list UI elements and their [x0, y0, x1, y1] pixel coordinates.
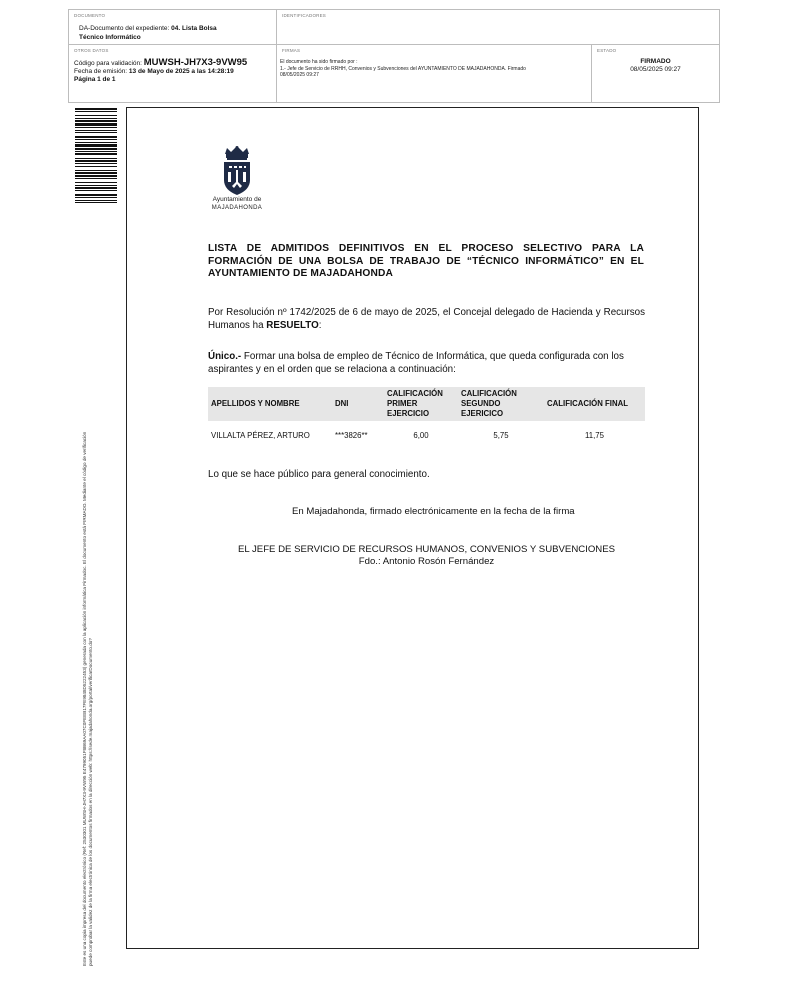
coat-of-arms-icon — [205, 146, 269, 196]
logo-line2: MAJADAHONDA — [211, 205, 263, 211]
documento-cell — [69, 10, 277, 45]
documento-bold-2: Técnico Informático — [79, 34, 141, 41]
para1-text: Por Resolución nº 1742/2025 de 6 de mayo de 2025, el Concejal delegado de Hacienda y Recursos Humanos ha — [208, 307, 645, 331]
signature-block — [208, 544, 645, 568]
col-header-dni: DNI — [332, 387, 384, 421]
side-line-2: puede comprobar la validez de la firma electrónica de los documentos firmados en la dirección web: https://sede.majadahonda.org/portal/verificarDocumento.do? — [88, 638, 93, 966]
estado-label: ESTADO — [597, 48, 617, 53]
table-header-row — [208, 387, 645, 421]
otros-datos-cell — [69, 45, 277, 102]
documento-bold: 04. Lista Bolsa — [171, 25, 217, 32]
cell-primer: 6,00 — [413, 431, 429, 440]
estado-text — [592, 58, 719, 74]
document-title: LISTA DE ADMITIDOS DEFINITIVOS EN EL PROCESO SELECTIVO PARA LA FORMACIÓN DE UNA BOLSA DE TRABAJO DE “TÉCNICO INFORMÁTICO” EN EL AYUNTAMIENTO DE MAJADAHONDA — [208, 243, 644, 279]
documento-prefix: DA-Documento del expediente: — [79, 25, 172, 32]
candidates-table — [208, 387, 645, 443]
cell-dni: ***3826** — [335, 431, 368, 440]
fecha-prefix: Fecha de emisión: — [74, 68, 129, 75]
documento-text — [79, 24, 217, 42]
estado-cell — [592, 45, 719, 102]
table-row — [208, 421, 645, 443]
municipal-logo — [205, 146, 269, 216]
col-header-primer: CALIFICACIÓN PRIMER EJERCICIO — [384, 387, 458, 421]
side-verification-text — [82, 286, 94, 966]
documento-label: DOCUMENTO — [74, 13, 106, 18]
firmas-cell — [277, 45, 592, 102]
paragraph-signed-location: En Majadahonda, firmado electrónicamente en la fecha de la firma — [292, 506, 575, 517]
otros-text — [74, 59, 274, 84]
paragraph-unico — [208, 350, 645, 376]
para2-bold: Único.- — [208, 351, 242, 362]
paragraph-resolution — [208, 306, 645, 332]
signature-name: Fdo.: Antonio Rosón Fernández — [358, 556, 495, 567]
barcode — [75, 108, 117, 278]
identificadores-cell — [277, 10, 719, 45]
firmas-label: FIRMAS — [282, 48, 301, 53]
validation-code: MUWSH-JH7X3-9VW95 — [143, 57, 248, 68]
para2-text: Formar una bolsa de empleo de Técnico de Informática, que queda configurada con los aspirantes y en el orden que se relaciona a continuación: — [208, 351, 624, 375]
paragraph-public: Lo que se hace público para general conocimiento. — [208, 469, 430, 480]
firmas-text — [280, 59, 590, 79]
col-header-name: APELLIDOS Y NOMBRE — [208, 387, 332, 421]
firmas-line1: El documento ha sido firmado por : — [280, 59, 358, 65]
codigo-prefix: Código para validación: — [74, 60, 144, 67]
cell-segundo: 5,75 — [493, 431, 509, 440]
emission-date: 13 de Mayo de 2025 a las 14:28:19 — [128, 68, 234, 75]
estado-value: FIRMADO — [640, 58, 671, 65]
col-header-final: CALIFICACIÓN FINAL — [544, 387, 645, 421]
cell-name: VILLALTA PÉREZ, ARTURO — [211, 431, 310, 440]
cell-final: 11,75 — [585, 431, 604, 440]
signature-title: EL JEFE DE SERVICIO DE RECURSOS HUMANOS, CONVENIOS Y SUBVENCIONES — [237, 544, 616, 555]
document-frame — [126, 107, 699, 949]
barcode-stripe — [75, 203, 117, 205]
para1-bold: RESUELTO — [266, 320, 319, 331]
para1-end: : — [318, 320, 322, 331]
page-count: Página 1 de 1 — [74, 76, 116, 83]
side-line-1: Este es una copia impresa del documento electrónico (Ref: 2530301 MUWSH-JH7X3-9VW95 E4799051F8B69AA07C0FEEB17FE9848D5222453) generada con la aplicación informática Firmadoc. El documento está FIRMADO. Mediante el código de verificación — [82, 431, 87, 966]
col-header-segundo: CALIFICACIÓN SEGUNDO EJERICICO — [458, 387, 544, 421]
document-header — [68, 9, 720, 103]
identificadores-label: IDENTIFICADORES — [282, 13, 327, 18]
logo-line1: Ayuntamiento de — [212, 196, 262, 203]
firmas-line3: 08/05/2025 09:27 — [280, 72, 319, 78]
estado-fecha: 08/05/2025 09:27 — [630, 66, 681, 73]
firmas-line2: 1.- Jefe de Servicio de RRHH, Convenios y Subvenciones del AYUNTAMIENTO DE MAJADAHONDA. Firmado — [280, 65, 526, 72]
otros-label: OTROS DATOS — [74, 48, 109, 53]
